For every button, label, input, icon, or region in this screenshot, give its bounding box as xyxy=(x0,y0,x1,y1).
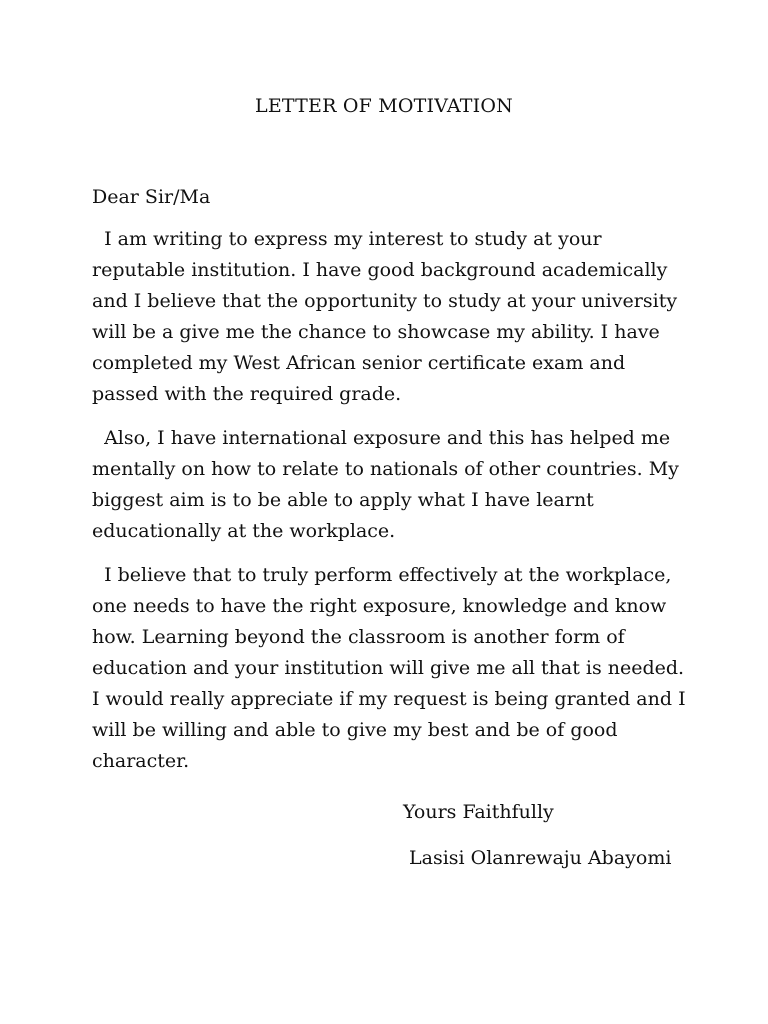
closing: Yours Faithfully xyxy=(403,801,554,823)
paragraph-2 xyxy=(92,423,692,547)
paragraph-line: will be a give me the chance to showcase my ability. I have xyxy=(92,321,660,343)
paragraph-line: completed my West African senior certificate exam and xyxy=(92,352,626,374)
paragraph-line: how. Learning beyond the classroom is another form of xyxy=(92,626,625,648)
paragraph-line: I would really appreciate if my request is being granted and I xyxy=(92,688,686,710)
paragraph-line: biggest aim is to be able to apply what I have learnt xyxy=(92,489,594,511)
paragraph-line: will be willing and able to give my best and be of good xyxy=(92,719,618,741)
signature-name: Lasisi Olanrewaju Abayomi xyxy=(409,847,672,869)
paragraph-line: reputable institution. I have good background academically xyxy=(92,259,668,281)
letter-title: LETTER OF MOTIVATION xyxy=(255,95,513,117)
paragraph-line: educationally at the workplace. xyxy=(92,520,396,542)
paragraph-line: mentally on how to relate to nationals of other countries. My xyxy=(92,458,679,480)
paragraph-line: education and your institution will give me all that is needed. xyxy=(92,657,685,679)
paragraph-line: and I believe that the opportunity to study at your university xyxy=(92,290,678,312)
paragraph-1 xyxy=(92,224,692,410)
paragraph-line: Also, I have international exposure and this has helped me xyxy=(92,427,671,449)
salutation: Dear Sir/Ma xyxy=(92,186,211,208)
letter-body xyxy=(92,182,692,790)
paragraph-line: one needs to have the right exposure, knowledge and know xyxy=(92,595,667,617)
paragraph-line: character. xyxy=(92,750,190,772)
paragraph-line: I believe that to truly perform effectively at the workplace, xyxy=(92,564,672,586)
paragraph-line: passed with the required grade. xyxy=(92,383,402,405)
paragraph-line: I am writing to express my interest to study at your xyxy=(92,228,602,250)
paragraph-3 xyxy=(92,560,692,777)
